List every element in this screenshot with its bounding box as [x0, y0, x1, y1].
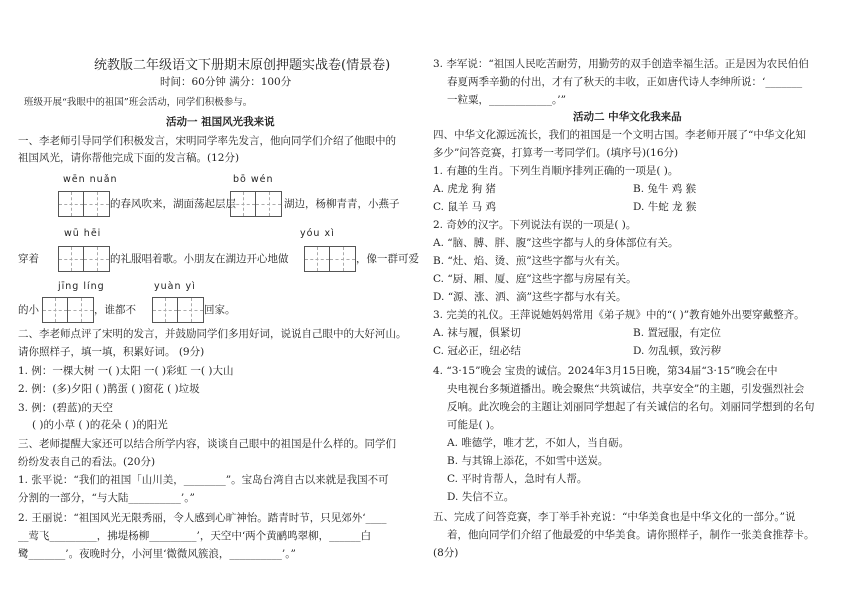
q3-line1: 三、老师提醒大家还可以结合所学内容，谈谈自己眼中的祖国是什么样的。同学们 — [18, 438, 396, 450]
r-line3: 一粒粟，____________。’” — [447, 94, 566, 106]
q4-i1a: A. 虎龙 狗 猪 — [433, 183, 496, 195]
pinyin-wuhei: wū hēi — [64, 228, 102, 239]
q4-i2: 2. 奇妙的汉字。下列说法有误的一项是( )。 — [433, 219, 637, 231]
q4-i4: 4. “3·15”晚会 宝贵的诚信。2024年3月15日晚，第34届“3·15”晚会在中 — [433, 365, 778, 377]
q4-i4B: B. 与其锦上添花，不如雪中送炭。 — [447, 455, 609, 467]
q4-i2c: C. “厨、厢、厦、庭”这些字都与房屋有关。 — [433, 273, 637, 285]
q2-ex1: 1. 例：一棵大树 一( )太阳 一( )彩虹 一( )大山 — [18, 365, 234, 377]
r-line1: 3. 李军说：“祖国人民吃苦耐劳，用勤劳的双手创造幸福生活。正是因为农民伯伯 — [433, 58, 809, 70]
q1-text-b: 湖边，杨柳青青，小燕子 — [284, 198, 400, 210]
exam-intro: 班级开展“我眼中的祖国”班会活动，同学们积极参与。 — [24, 97, 253, 108]
char-grid-wuhei[interactable] — [58, 246, 110, 272]
q5-line2: 着，他向同学们介绍了他最爱的中华美食。请你照样子，制作一张美食推荐卡。 — [447, 529, 815, 541]
q3-a2: 2. 王丽说：“祖国风光无限秀丽，令人感到心旷神怡。踏青时节，只见郊外‘____ — [18, 512, 387, 524]
q4-i2b: B. “灶、焰、烫、煎”这些字都与火有关。 — [433, 255, 627, 267]
char-grid-wennuan[interactable] — [58, 191, 110, 217]
q2-ex3: 3. 例：(碧蓝)的天空 — [18, 402, 114, 414]
q2-ex3b: ( )的小草 ( )的花朵 ( )的阳光 — [32, 419, 168, 431]
q4-i1: 1. 有趣的生肖。下列生肖顺序排列正确的一项是( )。 — [433, 165, 679, 177]
char-grid-yuanyi[interactable] — [152, 297, 204, 323]
q3-a2b: __莺飞_________，拂堤杨柳_________’，天空中‘两个黄鹂鸣翠柳，______白 — [18, 530, 372, 542]
q4-i2d: D. “源、涨、洒、滴”这些字都与水有关。 — [433, 291, 627, 303]
q4-i4A: A. 唯德学，唯才艺，不如人，当自砺。 — [447, 437, 630, 449]
char-grid-youxi[interactable] — [304, 246, 356, 272]
pinyin-jingling: jīng líng — [58, 281, 105, 292]
pinyin-bowen: bō wén — [233, 174, 274, 185]
q1-text-f: 的小 — [18, 304, 39, 316]
q4-i4C: C. 平时肯帮人，急时有人帮。 — [447, 473, 588, 485]
pinyin-yuanyi: yuàn yì — [154, 281, 196, 292]
char-grid-jingling[interactable] — [42, 297, 94, 323]
q1-text-g: ，谁都不 — [94, 304, 136, 316]
exam-title: 统教版二年级语文下册期末原创押题实战卷(情景卷) — [94, 58, 391, 73]
activity2-heading: 活动二 中华文化我来品 — [573, 111, 682, 123]
q3-line2: 纷纷发表自己的看法。(20分) — [18, 456, 156, 468]
q2-line2: 请你照样子，填一填，积累好词。 (9分) — [18, 346, 205, 358]
pinyin-wennuan: wēn nuǎn — [63, 174, 118, 185]
q4-i2a: A. “脑、膊、胖、腹”这些字都与人的身体部位有关。 — [433, 237, 679, 249]
char-grid-bowen[interactable] — [230, 191, 282, 217]
q1-text-h: 回家。 — [204, 304, 236, 316]
q5-line3: (8分) — [433, 547, 459, 559]
q4-i1c: C. 鼠羊 马 鸡 — [433, 201, 497, 213]
q2-line1: 二、李老师点评了宋明的发言，并鼓励同学们多用好词，说说自己眼中的大好河山。 — [18, 328, 407, 340]
q4-i3: 3. 完美的礼仪。王萍说她妈妈常用《弟子规》中的“( )”教育她外出要穿戴整齐。 — [433, 309, 805, 321]
r-line2: 春夏两季辛勤的付出，才有了秋天的丰收，正如唐代诗人李绅所说：‘_______ — [447, 76, 803, 88]
activity1-heading: 活动一 祖国风光我来说 — [166, 116, 275, 128]
q1-text-a: 的春风吹来，湖面荡起层层 — [110, 198, 236, 210]
q4-i3a: A. 袜与履，俱紧切 — [433, 327, 521, 339]
q1-text-e: ，像一群可爱 — [356, 253, 419, 265]
q3-a1: 1. 张平说：“我们的祖国「山川美，________”。宝岛台湾自古以来就是我国不可 — [18, 474, 389, 486]
q4-i3c: C. 冠必正，纽必结 — [433, 345, 521, 357]
q4-i4c: 反响。此次晚会的主题让刘丽同学想起了有关诚信的名句。刘丽同学想到的名句 — [447, 401, 815, 413]
q4-i1d: D. 牛蛇 龙 猴 — [633, 201, 697, 213]
q1-text-d: 的礼服唱着歌。小朋友在湖边开心地做 — [110, 253, 289, 265]
pinyin-youxi: yóu xì — [300, 228, 335, 239]
q2-ex2: 2. 例：(多)夕阳 ( )鹊蛋 ( )窗花 ( )垃圾 — [18, 383, 200, 395]
q1-text-c: 穿着 — [18, 253, 39, 265]
q4-i4D: D. 失信不立。 — [447, 491, 515, 503]
q4-i1b: B. 兔牛 鸡 猴 — [633, 183, 697, 195]
exam-meta: 时间：60分钟 满分：100分 — [160, 76, 292, 88]
q4-i4b: 央电视台多频道播出。晚会聚焦“共筑诚信，共享安全”的主题，引发强烈社会 — [447, 383, 805, 395]
q4-i4d: 可能是( )。 — [447, 419, 501, 431]
q4-line2: 多少”问答竞赛，打算考一考同学们。(填序号)(16分) — [433, 147, 679, 159]
q4-i3b: B. 置冠服，有定位 — [633, 327, 721, 339]
q1-line2: 祖国风光，请你帮他完成下面的发言稿。(12分) — [18, 152, 240, 164]
q5-line1: 五、完成了问答竞赛，李丁举手补充说：“中华美食也是中华文化的一部分。”说 — [433, 511, 796, 523]
q3-a1b: 分割的一部分，“与大陆__________’。” — [18, 492, 195, 504]
q4-line1: 四、中华文化源远流长，我们的祖国是一个文明古国。李老师开展了“中华文化知 — [433, 129, 806, 141]
q3-a2c: 鹭_______’。夜晚时分，小河里‘微微风簇浪，__________’。” — [18, 548, 296, 560]
q1-line1: 一、李老师引导同学们积极发言，宋明同学率先发言，他向同学们介绍了他眼中的 — [18, 135, 396, 147]
q4-i3d: D. 勿乱顿，致污秽 — [633, 345, 722, 357]
